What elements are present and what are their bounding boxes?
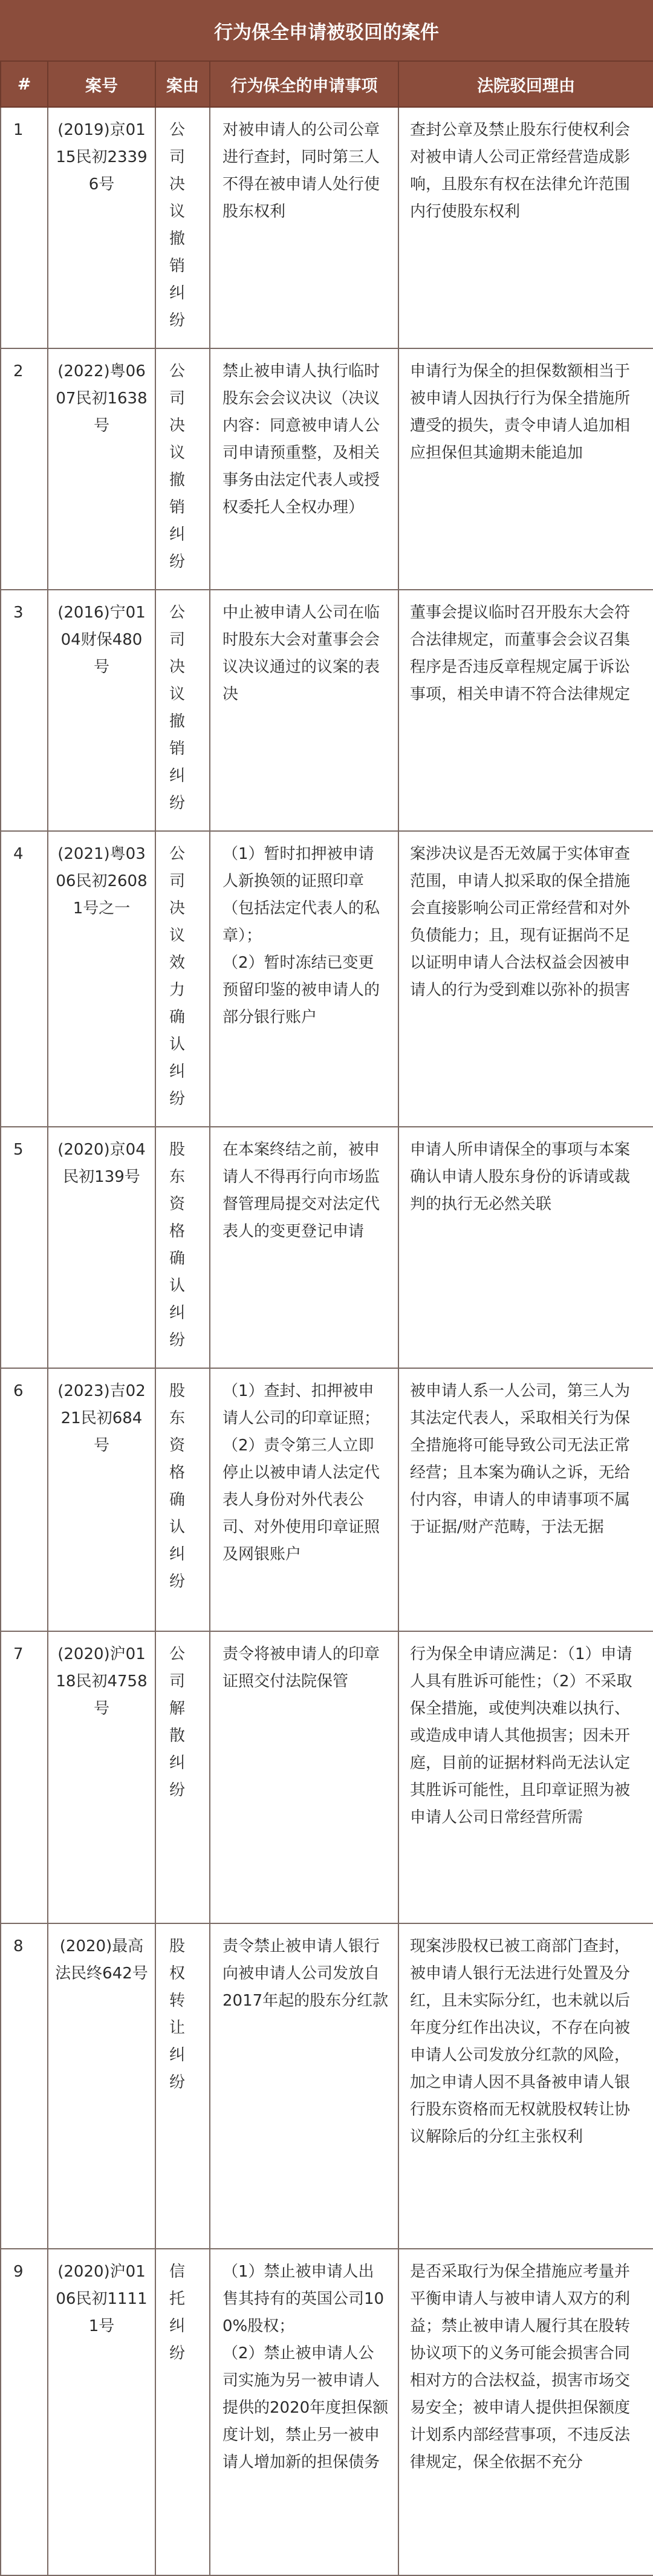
header-reason: 法院驳回理由	[398, 61, 653, 107]
row-num: 5	[1, 1127, 48, 1368]
case-cause: 公司决议撤销纠纷	[155, 590, 210, 831]
table-row	[1, 1923, 653, 2249]
application-text: 在本案终结之前，被申请人不得再行向市场监督管理局提交对法定代表人的变更登记申请	[210, 1127, 398, 1368]
table-row	[1, 348, 653, 590]
case-cause: 信托纠纷	[155, 2249, 210, 2575]
row-num: 1	[1, 107, 48, 348]
rejection-reason: 查封公章及禁止股东行使权利会对被申请人公司正常经营造成影响，且股东有权在法律允许范围内行使股东权利	[398, 107, 653, 348]
row-num: 6	[1, 1368, 48, 1631]
table-row	[1, 107, 653, 348]
cases-table	[0, 60, 653, 2576]
case-number: (2019)京0115民初23396号	[48, 107, 155, 348]
rejection-reason: 申请行为保全的担保数额相当于被申请人因执行行为保全措施所遭受的损失，责令申请人追加相应担保但其逾期未能追加	[398, 348, 653, 590]
rejection-reason: 行为保全申请应满足：（1）申请人具有胜诉可能性；（2）不采取保全措施，或使判决难以执行、或造成申请人其他损害；因未开庭，目前的证据材料尚无法认定其胜诉可能性，且印章证照为被申请人公司日常经营所需	[398, 1631, 653, 1923]
rejection-reason: 是否采取行为保全措施应考量并平衡申请人与被申请人双方的利益；禁止被申请人履行其在股转协议项下的义务可能会损害合同相对方的合法权益，损害市场交易安全；被申请人提供担保额度计划系内部经营事项，不违反法律规定，保全依据不充分	[398, 2249, 653, 2575]
rejection-reason: 被申请人系一人公司，第三人为其法定代表人，采取相关行为保全措施将可能导致公司无法正常经营；且本案为确认之诉，无给付内容，申请人的申请事项不属于证据/财产范畴，于法无据	[398, 1368, 653, 1631]
table-row	[1, 1127, 653, 1368]
case-cause: 公司决议撤销纠纷	[155, 348, 210, 590]
application-text: 禁止被申请人执行临时股东会会议决议（决议内容：同意被申请人公司申请预重整，及相关事务由法定代表人或授权委托人全权办理）	[210, 348, 398, 590]
case-number: (2016)宁0104财保480号	[48, 590, 155, 831]
table-title: 行为保全申请被驳回的案件	[0, 0, 653, 60]
case-number: (2022)粤0607民初1638号	[48, 348, 155, 590]
table-row	[1, 1631, 653, 1923]
application-text: （1）暂时扣押被申请人新换领的证照印章（包括法定代表人的私章）； （2）暂时冻结已变更预留印鉴的被申请人的部分银行账户	[210, 831, 398, 1127]
case-cause: 股东资格确认纠纷	[155, 1368, 210, 1631]
row-num: 7	[1, 1631, 48, 1923]
application-text: 对被申请人的公司公章进行查封，同时第三人不得在被申请人处行使股东权利	[210, 107, 398, 348]
rejection-reason: 董事会提议临时召开股东大会符合法律规定，而董事会会议召集程序是否违反章程规定属于诉讼事项，相关申请不符合法律规定	[398, 590, 653, 831]
case-number: (2020)沪0118民初4758号	[48, 1631, 155, 1923]
header-case-no: 案号	[48, 61, 155, 107]
table-body	[1, 107, 653, 2575]
application-text: 中止被申请人公司在临时股东大会对董事会会议决议通过的议案的表决	[210, 590, 398, 831]
application-text: 责令将被申请人的印章证照交付法院保管	[210, 1631, 398, 1923]
case-cause: 股东资格确认纠纷	[155, 1127, 210, 1368]
row-num: 2	[1, 348, 48, 590]
header-cause: 案由	[155, 61, 210, 107]
table-row	[1, 1368, 653, 1631]
application-text: （1）禁止被申请人出售其持有的英国公司100%股权； （2）禁止被申请人公司实施为另一被申请人提供的2020年度担保额度计划，禁止另一被申请人增加新的担保债务	[210, 2249, 398, 2575]
table-row	[1, 831, 653, 1127]
table-row	[1, 590, 653, 831]
application-text: 责令禁止被申请人银行向被申请人公司发放自2017年起的股东分红款	[210, 1923, 398, 2249]
header-num: #	[1, 61, 48, 107]
row-num: 3	[1, 590, 48, 831]
case-cause: 公司决议撤销纠纷	[155, 107, 210, 348]
case-cause: 公司解散纠纷	[155, 1631, 210, 1923]
row-num: 9	[1, 2249, 48, 2575]
case-number: (2020)最高法民终642号	[48, 1923, 155, 2249]
application-text: （1）查封、扣押被申请人公司的印章证照； （2）责令第三人立即停止以被申请人法定代表人身份对外代表公司、对外使用印章证照及网银账户	[210, 1368, 398, 1631]
case-cause: 公司决议效力确认纠纷	[155, 831, 210, 1127]
row-num: 4	[1, 831, 48, 1127]
case-number: (2021)粤0306民初26081号之一	[48, 831, 155, 1127]
case-number: (2020)京04民初139号	[48, 1127, 155, 1368]
table-row	[1, 2249, 653, 2575]
row-num: 8	[1, 1923, 48, 2249]
case-number: (2023)吉0221民初684号	[48, 1368, 155, 1631]
table-header	[1, 61, 653, 107]
header-application: 行为保全的申请事项	[210, 61, 398, 107]
case-cause: 股权转让纠纷	[155, 1923, 210, 2249]
rejection-reason: 申请人所申请保全的事项与本案确认申请人股东身份的诉请或裁判的执行无必然关联	[398, 1127, 653, 1368]
rejection-reason: 案涉决议是否无效属于实体审查范围，申请人拟采取的保全措施会直接影响公司正常经营和对外负债能力；且，现有证据尚不足以证明申请人合法权益会因被申请人的行为受到难以弥补的损害	[398, 831, 653, 1127]
rejection-reason: 现案涉股权已被工商部门查封，被申请人银行无法进行处置及分红，且未实际分红，也未就以后年度分红作出决议，不存在向被申请人公司发放分红款的风险，加之申请人因不具备被申请人银行股东资格而无权就股权转让协议解除后的分红主张权利	[398, 1923, 653, 2249]
header-row	[1, 61, 653, 107]
case-number: (2020)沪0106民初11111号	[48, 2249, 155, 2575]
